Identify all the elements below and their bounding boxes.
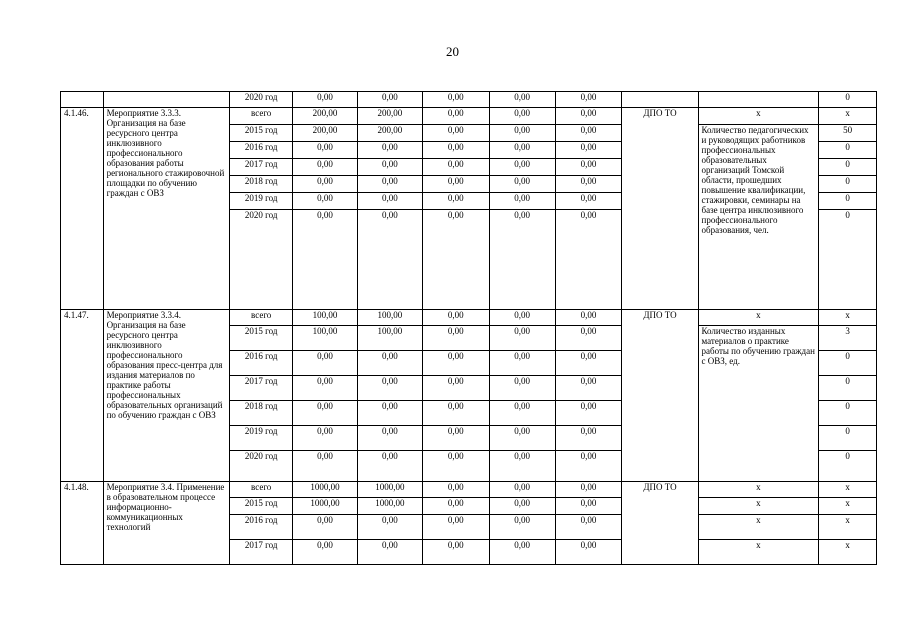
- value-cell: 0,00: [422, 125, 489, 142]
- value-cell: 0,00: [422, 498, 489, 515]
- value-cell: 0,00: [293, 176, 358, 193]
- value-cell: 0,00: [293, 401, 358, 426]
- value-cell: 0,00: [555, 92, 622, 108]
- year-cell: 2020 год: [230, 210, 293, 310]
- value-cell: 0,00: [293, 376, 358, 401]
- value-cell: 0,00: [555, 310, 622, 326]
- value-cell: 0,00: [555, 159, 622, 176]
- year-cell: 2019 год: [230, 193, 293, 210]
- table-cell: [622, 92, 698, 108]
- indicator-description: Количество педагогических и руководящих работников профессиональных образовательных организаций Томской области, прошедших повышение квалификации, стажировки, семинары на базе центра инклюзивного профессионального образования, чел.: [698, 125, 819, 310]
- table-cell: [698, 92, 819, 108]
- indicator-value-cell: 0: [819, 376, 877, 401]
- value-cell: 0,00: [357, 401, 422, 426]
- value-cell: 0,00: [489, 498, 555, 515]
- year-cell: всего: [230, 108, 293, 125]
- indicator-description: Количество изданных материалов о практике работы по обучению граждан с ОВЗ, ед.: [698, 326, 819, 482]
- value-cell: 100,00: [357, 310, 422, 326]
- indicator-cell: x: [698, 540, 819, 565]
- measure-number: 4.1.46.: [61, 108, 104, 310]
- value-cell: 0,00: [357, 176, 422, 193]
- year-cell: 2015 год: [230, 125, 293, 142]
- indicator-value-cell: 0: [819, 159, 877, 176]
- table-row: [61, 310, 877, 326]
- value-cell: 0,00: [555, 326, 622, 351]
- value-cell: 0,00: [357, 159, 422, 176]
- measure-title: Мероприятие 3.3.3. Организация на базе ресурсного центра инклюзивного профессионального образования работы регионального стажировочной площадки по обучению граждан с ОВЗ: [103, 108, 230, 310]
- value-cell: 0,00: [293, 540, 358, 565]
- table-row: [61, 482, 877, 498]
- year-cell: 2016 год: [230, 515, 293, 540]
- indicator-cell: x: [698, 482, 819, 498]
- value-cell: 100,00: [293, 326, 358, 351]
- value-cell: 0,00: [489, 159, 555, 176]
- year-cell: 2018 год: [230, 401, 293, 426]
- value-cell: 0,00: [422, 310, 489, 326]
- value-cell: 0,00: [357, 376, 422, 401]
- program-table: [60, 91, 877, 565]
- value-cell: 0,00: [489, 515, 555, 540]
- table-row: [61, 92, 877, 108]
- value-cell: 0,00: [357, 451, 422, 482]
- value-cell: 0,00: [422, 351, 489, 376]
- value-cell: 0,00: [489, 92, 555, 108]
- year-cell: 2018 год: [230, 176, 293, 193]
- value-cell: 1000,00: [293, 482, 358, 498]
- value-cell: 0,00: [555, 540, 622, 565]
- value-cell: 0,00: [357, 426, 422, 451]
- value-cell: 1000,00: [293, 498, 358, 515]
- value-cell: 0,00: [293, 515, 358, 540]
- table-row: [61, 108, 877, 125]
- value-cell: 0,00: [422, 540, 489, 565]
- page-number: 20: [446, 44, 459, 59]
- value-cell: 0,00: [489, 401, 555, 426]
- value-cell: 0,00: [489, 142, 555, 159]
- value-cell: 0,00: [555, 176, 622, 193]
- indicator-value-cell: 0: [819, 401, 877, 426]
- value-cell: 0,00: [489, 193, 555, 210]
- value-cell: 0,00: [489, 176, 555, 193]
- value-cell: 0,00: [489, 376, 555, 401]
- measure-number: 4.1.48.: [61, 482, 104, 565]
- value-cell: 0,00: [422, 159, 489, 176]
- indicator-value-cell: x: [819, 515, 877, 540]
- indicator-value-cell: 0: [819, 176, 877, 193]
- value-cell: 0,00: [422, 193, 489, 210]
- value-cell: 0,00: [293, 92, 358, 108]
- indicator-value-cell: 0: [819, 92, 877, 108]
- indicator-cell: x: [698, 310, 819, 326]
- value-cell: 0,00: [357, 92, 422, 108]
- value-cell: 0,00: [489, 310, 555, 326]
- value-cell: 0,00: [489, 426, 555, 451]
- value-cell: 0,00: [293, 142, 358, 159]
- value-cell: 0,00: [357, 515, 422, 540]
- value-cell: 0,00: [489, 540, 555, 565]
- executor-cell: ДПО ТО: [622, 482, 698, 565]
- value-cell: 0,00: [489, 108, 555, 125]
- indicator-value-cell: x: [819, 482, 877, 498]
- year-cell: 2016 год: [230, 351, 293, 376]
- year-cell: 2015 год: [230, 498, 293, 515]
- indicator-value-cell: x: [819, 108, 877, 125]
- value-cell: 0,00: [422, 451, 489, 482]
- measure-title: Мероприятие 3.4. Применение в образовательном процессе информационно-коммуникационных технологий: [103, 482, 230, 565]
- year-cell: 2016 год: [230, 142, 293, 159]
- value-cell: 0,00: [489, 210, 555, 310]
- value-cell: 0,00: [422, 176, 489, 193]
- value-cell: 0,00: [293, 210, 358, 310]
- value-cell: 1000,00: [357, 482, 422, 498]
- indicator-value-cell: x: [819, 310, 877, 326]
- indicator-cell: x: [698, 498, 819, 515]
- executor-cell: ДПО ТО: [622, 310, 698, 482]
- value-cell: 0,00: [489, 451, 555, 482]
- value-cell: 0,00: [422, 426, 489, 451]
- year-cell: 2019 год: [230, 426, 293, 451]
- year-cell: всего: [230, 310, 293, 326]
- measure-title: Мероприятие 3.3.4. Организация на базе ресурсного центра инклюзивного профессионального образования пресс-центра для издания материалов по практике работы профессиональных образовательных организаций по обучению граждан с ОВЗ: [103, 310, 230, 482]
- indicator-value-cell: 0: [819, 142, 877, 159]
- value-cell: 0,00: [489, 326, 555, 351]
- value-cell: 0,00: [293, 159, 358, 176]
- value-cell: 0,00: [489, 351, 555, 376]
- value-cell: 0,00: [293, 351, 358, 376]
- value-cell: 0,00: [555, 351, 622, 376]
- indicator-cell: x: [698, 108, 819, 125]
- value-cell: 0,00: [357, 351, 422, 376]
- year-cell: 2017 год: [230, 376, 293, 401]
- value-cell: 200,00: [357, 108, 422, 125]
- value-cell: 0,00: [555, 376, 622, 401]
- indicator-value-cell: 0: [819, 210, 877, 310]
- year-cell: 2020 год: [230, 451, 293, 482]
- indicator-value-cell: 0: [819, 451, 877, 482]
- value-cell: 0,00: [422, 515, 489, 540]
- year-cell: всего: [230, 482, 293, 498]
- year-cell: 2017 год: [230, 540, 293, 565]
- value-cell: 0,00: [357, 540, 422, 565]
- value-cell: 0,00: [422, 142, 489, 159]
- value-cell: 0,00: [555, 515, 622, 540]
- indicator-value-cell: 0: [819, 351, 877, 376]
- value-cell: 0,00: [555, 108, 622, 125]
- table-cell: [61, 92, 104, 108]
- indicator-value-cell: 0: [819, 426, 877, 451]
- value-cell: 0,00: [357, 142, 422, 159]
- value-cell: 0,00: [422, 482, 489, 498]
- year-cell: 2017 год: [230, 159, 293, 176]
- value-cell: 0,00: [422, 326, 489, 351]
- year-cell: 2020 год: [230, 92, 293, 108]
- value-cell: 100,00: [357, 326, 422, 351]
- value-cell: 0,00: [489, 482, 555, 498]
- indicator-value-cell: x: [819, 498, 877, 515]
- executor-cell: ДПО ТО: [622, 108, 698, 310]
- value-cell: 0,00: [555, 142, 622, 159]
- value-cell: 0,00: [555, 498, 622, 515]
- indicator-value-cell: x: [819, 540, 877, 565]
- value-cell: 0,00: [357, 193, 422, 210]
- value-cell: 0,00: [422, 376, 489, 401]
- table-cell: [103, 92, 230, 108]
- value-cell: 0,00: [293, 193, 358, 210]
- year-cell: 2015 год: [230, 326, 293, 351]
- value-cell: 200,00: [293, 125, 358, 142]
- value-cell: 200,00: [293, 108, 358, 125]
- value-cell: 0,00: [555, 125, 622, 142]
- value-cell: 0,00: [555, 401, 622, 426]
- value-cell: 0,00: [422, 92, 489, 108]
- value-cell: 0,00: [422, 108, 489, 125]
- value-cell: 0,00: [555, 210, 622, 310]
- indicator-value-cell: 0: [819, 193, 877, 210]
- value-cell: 200,00: [357, 125, 422, 142]
- indicator-cell: x: [698, 515, 819, 540]
- value-cell: 100,00: [293, 310, 358, 326]
- value-cell: 0,00: [489, 125, 555, 142]
- value-cell: 0,00: [422, 401, 489, 426]
- value-cell: 0,00: [555, 426, 622, 451]
- indicator-value-cell: 50: [819, 125, 877, 142]
- value-cell: 0,00: [357, 210, 422, 310]
- value-cell: 0,00: [293, 426, 358, 451]
- indicator-value-cell: 3: [819, 326, 877, 351]
- value-cell: 1000,00: [357, 498, 422, 515]
- value-cell: 0,00: [555, 482, 622, 498]
- value-cell: 0,00: [422, 210, 489, 310]
- value-cell: 0,00: [555, 451, 622, 482]
- measure-number: 4.1.47.: [61, 310, 104, 482]
- value-cell: 0,00: [555, 193, 622, 210]
- value-cell: 0,00: [293, 451, 358, 482]
